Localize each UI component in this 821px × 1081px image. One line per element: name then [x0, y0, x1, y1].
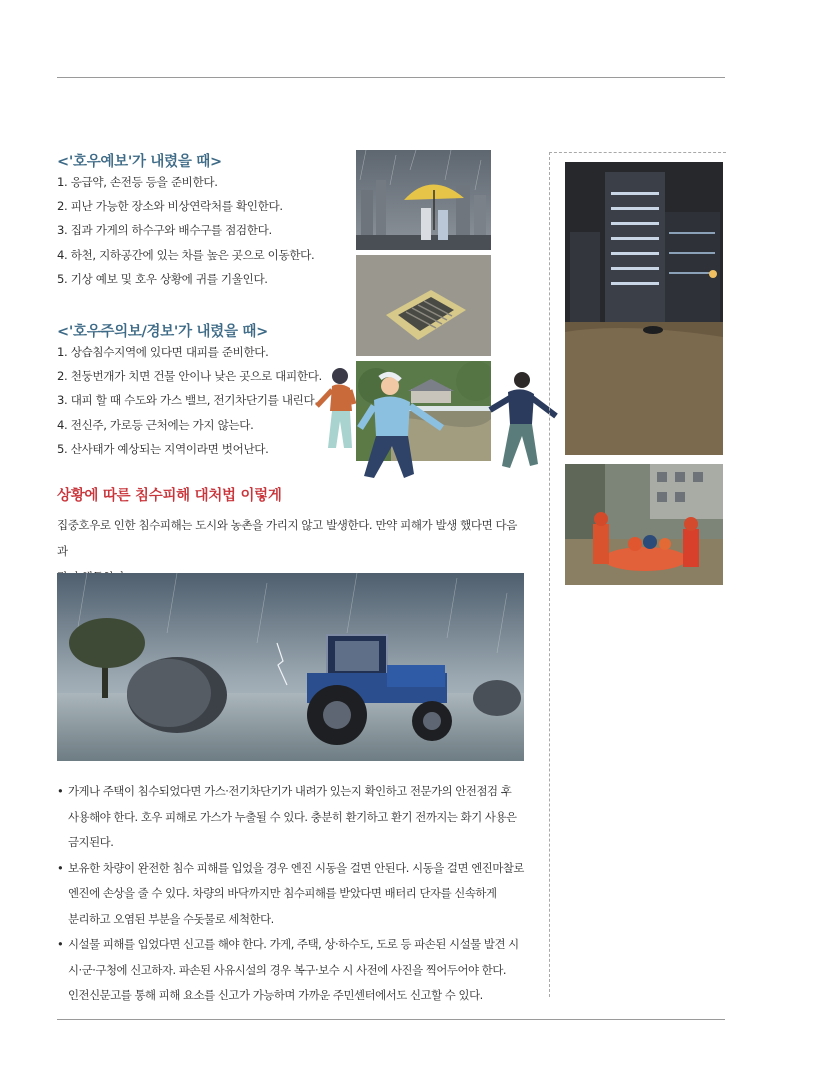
flood-response-heading: 상황에 따른 침수피해 대처법 이렇게: [57, 488, 282, 504]
forecast-list: [57, 172, 314, 293]
storm-drain-photo: [356, 255, 491, 356]
list-item: 5. 기상 예보 및 호우 상황에 귀를 기울인다.: [57, 271, 268, 286]
list-item: 2. 피난 가능한 장소와 비상연락처를 확인한다.: [57, 199, 283, 214]
bullet-line: 시·군·구청에 신고하자. 파손된 사유시설의 경우 복구·보수 시 사전에 사진을 찍어두어야 한다.: [68, 962, 507, 977]
top-rule: [57, 77, 725, 78]
bullet-line: 보유한 차량이 완전한 침수 피해를 입었을 경우 엔진 시동을 걸면 안된다. 시동을 걸면 엔진마찰로: [68, 860, 524, 875]
flood-actions-list: [57, 779, 532, 1009]
list-item: [57, 779, 532, 856]
bullet-line: 엔진에 손상을 줄 수 있다. 차량의 바닥까지만 침수피해를 받았다면 배터리 단자를 신속하게: [68, 886, 497, 900]
bullet-marker: •: [57, 937, 64, 951]
bullet-line: 금지된다.: [68, 835, 114, 849]
list-item: 3. 대피 할 때 수도와 가스 밸브, 전기차단기를 내린다.: [57, 393, 318, 408]
bullet-marker: •: [57, 784, 64, 798]
flooded-city-night-photo: [565, 162, 723, 455]
warning-heading: <'호우주의보/경보'가 내렸을 때>: [57, 324, 268, 340]
umbrella-storm-photo: [356, 150, 491, 250]
bullet-line: 시설물 피해를 입었다면 신고를 해야 한다. 가게, 주택, 상·하수도, 도로 등 파손된 시설물 발견 시: [68, 937, 519, 951]
bottom-rule: [57, 1019, 725, 1020]
bullet-line: 인전신문고를 통해 피해 요소를 신고가 가능하며 가까운 주민센터에서도 신고할 수 있다.: [68, 988, 483, 1002]
bullet-line: 사용해야 한다. 호우 피해로 가스가 누출될 수 있다. 충분히 환기하고 환기 전까지는 화기 사용은: [68, 809, 517, 824]
evacuating-people-illustration: [312, 366, 562, 486]
bullet-line: 가게나 주택이 침수되었다면 가스·전기차단기가 내려가 있는지 확인하고 전문가의 안전점검 후: [68, 784, 512, 798]
warning-list: [57, 342, 322, 463]
list-item: 4. 하천, 지하공간에 있는 차를 높은 곳으로 이동한다.: [57, 247, 315, 262]
bullet-line: 분리하고 오염된 부분을 수돗물로 세척한다.: [68, 911, 274, 926]
intro-line-1: 집중호우로 인한 침수피해는 도시와 농촌을 가리지 않고 발생한다. 만약 피해가 발생 했다면 다음과: [57, 518, 517, 558]
rescue-boat-photo: [565, 464, 723, 585]
list-item: 1. 응급약, 손전등 등을 준비한다.: [57, 175, 218, 189]
list-item: 5. 산사태가 예상되는 지역이라면 벗어난다.: [57, 441, 269, 456]
forecast-heading: <'호우예보'가 내렸을 때>: [57, 154, 222, 170]
list-item: 4. 전신주, 가로등 근처에는 가지 않는다.: [57, 417, 254, 432]
list-item: 3. 집과 가게의 하수구와 배수구를 점검한다.: [57, 223, 272, 238]
list-item: [57, 856, 532, 933]
flooded-tractor-photo: [57, 573, 524, 761]
list-item: [57, 932, 532, 1009]
bullet-marker: •: [57, 860, 64, 875]
list-item: 1. 상습침수지역에 있다면 대피를 준비한다.: [57, 345, 269, 359]
list-item: 2. 천둥번개가 치면 건물 안이나 낮은 곳으로 대피한다.: [57, 369, 322, 384]
